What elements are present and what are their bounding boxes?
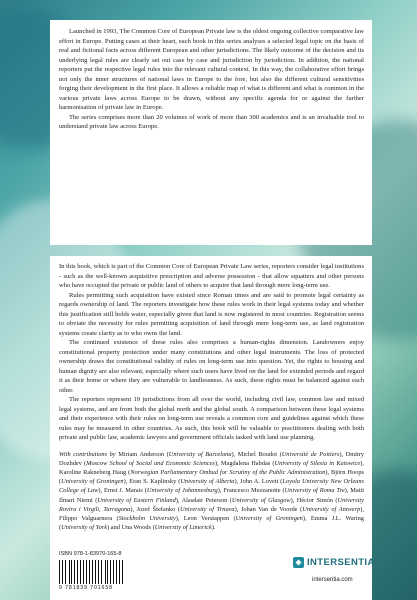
barcode-bar	[89, 560, 90, 584]
series-volume-paragraph: The series comprises more than 20 volumes of work of more than 300 academics and is an invaluable tool to understand private law across Europe.	[59, 113, 364, 130]
contributor-name: Karoline Rakneberg Haug (	[59, 468, 131, 476]
barcode-bar	[95, 560, 96, 584]
contributor-name: Filippo Valguarnera (	[59, 514, 119, 522]
contributor-name: Jozef Štefanko (	[136, 505, 180, 513]
contributor-affiliation: Norwegian Parliamentary Ombud for Scrutiny of the Public Administration	[130, 468, 326, 476]
contributor-affiliation: University of Glasgow	[231, 496, 291, 504]
contributors-list	[59, 450, 364, 533]
book-paragraph: The continued existence of these rules also comprises a human-rights dimension. Landowners enjoy constitutional property protection under many constitutions and other legal instruments. The loss of protected ownership draws the constitutional validity of rules on long-term use into question. Yet, the rights to housing and human dignity are also relevant, especially where such users have lived on the land for extended periods and regard it as their home or where they are vulnerable to landlessness. As such, these rights must be balanced against each other.	[59, 339, 364, 394]
barcode-bar	[80, 560, 81, 584]
book-paragraph: In this book, which is part of the Common Core of European Private Law series, reporters consider legal institutions - such as the well-known acquisitive prescription and adverse possession - that allow squatters and other persons who have occupied the private or public land of others to acquire that land through mere long-term use.	[59, 263, 364, 289]
contributor-name: Héctor Simón (	[296, 496, 338, 504]
contributor-name: Dmitry Dozhdev (	[59, 450, 364, 467]
book-paragraph: Rules permitting such acquisition have existed since Roman times and are said to promote legal certainty as regards ownership of land. The reporters investigate how these rules work in their legal systems today and whether this justification still holds water, especially given that land is now registered in most countries. Registration seems to obviate the necessity for rules permitting acquisition of land through mere long-term use, as land registration systems create clarity as to who owns the land.	[59, 291, 364, 337]
barcode-bar	[101, 560, 102, 584]
barcode-bar	[113, 560, 114, 584]
contributor-name: Una Woods (	[121, 524, 155, 532]
barcode-bar	[83, 560, 84, 584]
barcode-bar	[71, 560, 72, 584]
barcode-bar	[65, 560, 66, 584]
contributor-affiliation: University of Silesia in Katowice	[274, 459, 361, 467]
contributor-affiliation: University of Trnava	[179, 505, 235, 513]
contributor-affiliation: University of Groningen	[61, 478, 124, 486]
contributor-affiliation: University of Alberta	[180, 478, 235, 486]
contributor-name: Matti Ilmari Niemi (	[59, 487, 364, 504]
barcode-bar	[122, 560, 123, 584]
barcode-bar	[107, 560, 108, 584]
publisher-logo	[293, 557, 375, 568]
contributor-affiliation: University Rovira i Virgili, Tarragona	[59, 496, 364, 513]
contributor-affiliation: University of Roma Tre	[284, 487, 345, 495]
contributor-affiliation: University of Groningen	[235, 514, 303, 522]
contributor-affiliation: University of Eastern Finland	[97, 496, 176, 504]
barcode-number: 9 781839 701658	[59, 585, 113, 591]
contributor-affiliation: University of Johannesburg	[146, 487, 218, 495]
series-description-panel	[50, 20, 372, 245]
contributor-name: Francesco Mezzanotte (	[223, 487, 285, 495]
contributor-affiliation: Stockholm University	[118, 514, 176, 522]
contributor-affiliation: University of Limerick	[154, 524, 212, 532]
barcode	[59, 560, 125, 584]
contributor-name: Ernst J. Marais (	[104, 487, 147, 495]
isbn: ISBN 978-1-83970-165-8	[59, 551, 122, 557]
contributor-name: John A. Lovett (	[240, 478, 283, 486]
contributor-affiliation: Moscow School of Social and Economic Sciences	[86, 459, 216, 467]
contributor-name: Miriam Anderson (	[118, 450, 169, 458]
barcode-bar	[105, 560, 106, 584]
contributor-name: Magdalena Habdas (	[220, 459, 275, 467]
publisher-url[interactable]: intersentia.com	[312, 577, 353, 583]
contributor-affiliation: Université de Poitiers	[281, 450, 340, 458]
contributor-name: Eran S. Kaplinsky (	[129, 478, 181, 486]
intersentia-logo-icon	[293, 557, 304, 568]
barcode-bar	[69, 560, 70, 584]
contributor-affiliation: University of Barcelona	[168, 450, 232, 458]
barcode-bar	[92, 560, 93, 584]
contributor-affiliation: University of Antwerp	[302, 505, 361, 513]
barcode-bar	[77, 560, 78, 584]
series-intro-paragraph: Launched in 1993, The Common Core of European Private law is the oldest ongoing collective comparative law effort in Europe. Putting cases at their heart, each book in this series analyses a selected legal topic on the basis of real and fictional facts across different European and other jurisdictions. The likely outcome of the decision and its underlying legal rules are clearly set out case by case and jurisdiction by jurisdiction. In addition, the national reporters put the respective legal rules into the relevant cultural context. In this way, the collaborative effort brings not only the inner structures of national laws in Europe to the fore, but also the different cultural sensitivities forging their development in the first place. It allows a reliable map of what is different and what is common in the various private laws across Europe to be drawn, without any specific agenda for or against the further harmonisation of private law in Europe.	[59, 28, 364, 111]
barcode-bar	[74, 560, 75, 584]
contributor-name: Emma J.L. Waring (	[59, 514, 364, 532]
publisher-logo-text: INTERSENTIA	[307, 557, 375, 568]
contributor-affiliation: Loyola University New Orleans College of Law	[59, 478, 364, 495]
contributors-lead: With contributions by	[59, 450, 116, 458]
contributor-name: Björn Hoops (	[59, 468, 364, 486]
barcode-bar	[62, 560, 63, 584]
barcode-bar	[86, 560, 87, 584]
barcode-bar	[116, 560, 117, 584]
barcode-bar	[98, 560, 99, 584]
contributor-name: Leon Verstappen (	[183, 514, 236, 522]
barcode-bar	[59, 560, 60, 584]
contributor-name: Michel Boudot (	[237, 450, 282, 458]
book-paragraph: The reporters represent 19 jurisdictions from all over the world, including civil law, common law and mixed legal systems, and are from both the global north and the global south. A comparison between these legal systems and their experience with their rules on long-term use reveals a common core and guidelines against which these rules may be measured in other countries. As such, this book will be valuable to practitioners dealing with both private and public law, academic lawyers and government officials tasked with land use planning.	[59, 396, 364, 441]
contributors-entries: Miriam Anderson (University of Barcelona), Michel Boudot (Université de Poitiers), Dmitry Dozhdev (Moscow School of Social and Economic Sciences), Magdalena Habdas (University of Silesia in Katowice), Karoline Rakneberg Haug (Norwegian Parliamentary Ombud for Scrutiny of the Public Administration), Björn Hoops (University of Groningen), Eran S. Kaplinsky (University of Alberta), John A. Lovett (Loyola University New Orleans College of Law), Ernst J. Marais (University of Johannesburg), Francesco Mezzanotte (University of Roma Tre), Matti Ilmari Niemi (University of Eastern Finland), Alasdair Peterson (University of Glasgow), Héctor Simón (University Rovira i Virgili, Tarragona), Jozef Štefanko (University of Trnava), Johan Van de Voorde (University of Antwerp), Filippo Valguarnera (Stockholm University), Leon Verstappen (University of Groningen), Emma J.L. Waring (University of York) and Una Woods (University of Limerick).	[59, 450, 364, 532]
contributor-affiliation: University of York	[61, 524, 108, 532]
barcode-bar	[110, 560, 111, 584]
book-description-panel	[50, 256, 375, 600]
barcode-bar	[119, 560, 120, 584]
contributor-name: Johan Van de Voorde (	[240, 505, 303, 513]
contributor-name: Alasdair Peterson (	[181, 496, 232, 504]
